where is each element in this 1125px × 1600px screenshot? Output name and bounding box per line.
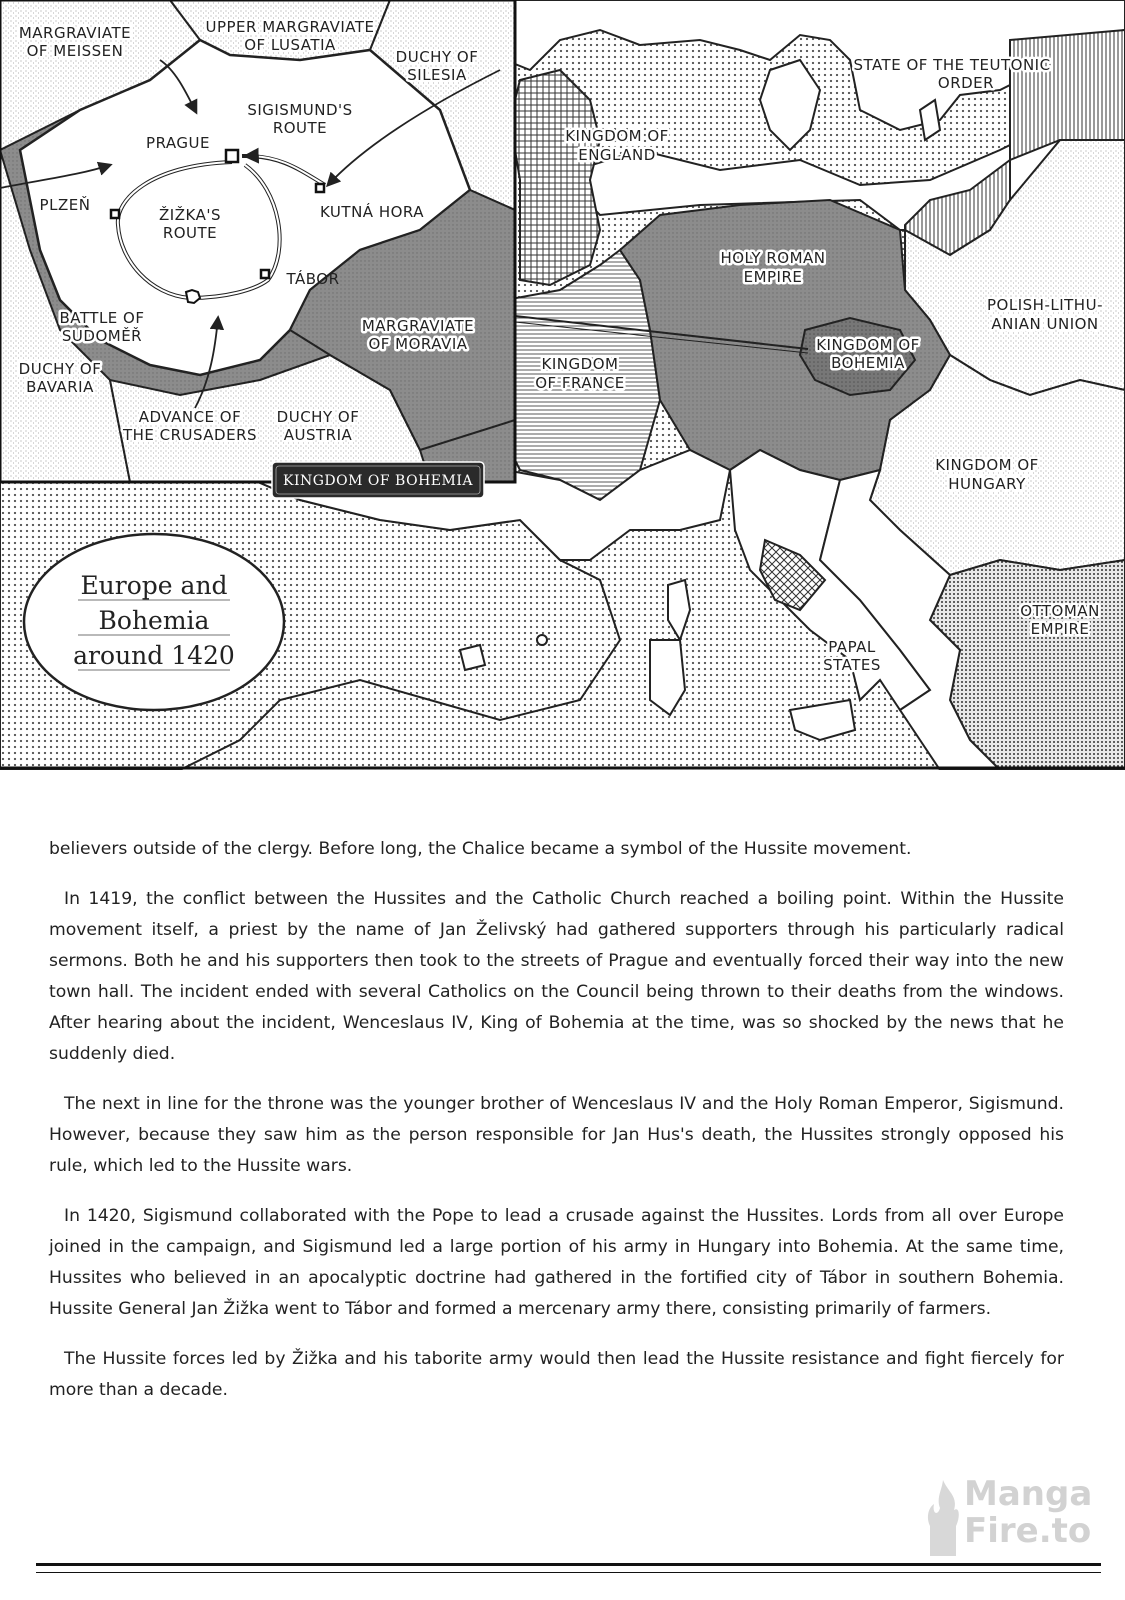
svg-text:UPPER MARGRAVIATE: UPPER MARGRAVIATE — [205, 18, 375, 36]
label-hungary — [935, 456, 1039, 493]
svg-text:OF MEISSEN: OF MEISSEN — [26, 42, 124, 60]
england — [510, 70, 600, 285]
label-bavaria — [19, 360, 102, 396]
sudomer-battle-marker — [186, 290, 200, 303]
paragraph: In 1420, Sigismund collaborated with the Pope to lead a crusade against the Hussites. Lords from all over Europe joined in the campaign, and Sigismund led a large portion of his army in Hungary into Bohemia. At the same time, Hussites who believed in an apocalyptic doctrine had gathered in the fortified city of Tábor in southern Bohemia. Hussite General Jan Žižka went to Tábor and formed a mercenary army there, consisting primarily of farmers. — [49, 1206, 1064, 1319]
svg-text:BAVARIA: BAVARIA — [26, 378, 94, 396]
label-france — [535, 355, 625, 392]
svg-text:KINGDOM OF: KINGDOM OF — [565, 127, 669, 145]
paragraph: The Hussite forces led by Žižka and his taborite army would then lead the Hussite resistance and fight fiercely for more than a decade. — [49, 1349, 1064, 1400]
paragraph: The next in line for the throne was the younger brother of Wenceslaus IV and the Holy Roman Emperor, Sigismund. However, because they saw him as the person responsible for Jan Hus's death, the Hussites strongly opposed his rule, which led to the Hussite wars. — [49, 1094, 1064, 1176]
svg-text:ANIAN UNION: ANIAN UNION — [991, 315, 1099, 333]
svg-text:STATES: STATES — [823, 656, 881, 674]
label-kutna-hora: KUTNÁ HORA — [320, 203, 424, 221]
map-panel — [0, 0, 1125, 770]
map-title-oval — [24, 534, 284, 710]
bohemia-inset — [0, 0, 515, 498]
svg-text:ENGLAND: ENGLAND — [578, 146, 656, 164]
label-crusaders — [122, 408, 257, 444]
svg-text:DUCHY OF: DUCHY OF — [276, 408, 360, 426]
svg-text:EMPIRE: EMPIRE — [743, 268, 803, 286]
label-ottoman — [1020, 602, 1100, 638]
balearic — [460, 645, 485, 670]
label-tabor: TÁBOR — [286, 270, 340, 288]
svg-text:KINGDOM: KINGDOM — [541, 355, 619, 373]
svg-text:DUCHY OF: DUCHY OF — [395, 48, 479, 66]
svg-text:Europe and: Europe and — [80, 571, 228, 600]
paragraph: believers outside of the clergy. Before long, the Chalice became a symbol of the Hussite movement. — [49, 839, 912, 859]
svg-text:SUDOMĚŘ: SUDOMĚŘ — [61, 327, 143, 345]
svg-text:KINGDOM OF: KINGDOM OF — [816, 336, 920, 354]
svg-text:THE CRUSADERS: THE CRUSADERS — [122, 426, 258, 444]
plzen-marker — [111, 210, 119, 218]
svg-text:ADVANCE OF: ADVANCE OF — [138, 408, 242, 426]
svg-text:ŽIŽKA'S: ŽIŽKA'S — [159, 206, 221, 224]
svg-text:MARGRAVIATE: MARGRAVIATE — [361, 317, 475, 335]
label-prague: PRAGUE — [146, 134, 210, 152]
label-austria — [277, 408, 360, 444]
watermark — [924, 1472, 1104, 1564]
bottom-rule-thin — [36, 1572, 1101, 1573]
kutna-hora-marker — [316, 184, 324, 192]
inset-banner — [272, 462, 484, 498]
label-plzen: PLZEŇ — [39, 196, 91, 214]
prague-marker — [226, 150, 238, 162]
tabor-marker — [261, 270, 269, 278]
svg-text:ROUTE: ROUTE — [162, 224, 218, 242]
label-england — [565, 127, 669, 164]
svg-text:DUCHY OF: DUCHY OF — [18, 360, 102, 378]
svg-text:KINGDOM OF BOHEMIA: KINGDOM OF BOHEMIA — [283, 473, 473, 489]
svg-text:BATTLE OF: BATTLE OF — [59, 309, 145, 327]
svg-text:KINGDOM OF: KINGDOM OF — [935, 456, 1039, 474]
svg-text:HOLY ROMAN: HOLY ROMAN — [720, 249, 826, 267]
svg-text:OF MORAVIA: OF MORAVIA — [368, 335, 468, 353]
svg-text:OF FRANCE: OF FRANCE — [535, 374, 625, 392]
label-sudomer — [60, 309, 145, 345]
paragraph: In 1419, the conflict between the Hussites and the Catholic Church reached a boiling point. Within the Hussite movement itself, a priest by the name of Jan Želivský had gathered supporters through his particularly radical sermons. Both he and his supporters then took to the streets of Prague and eventually forced their way into the new town hall. The incident ended with several Catholics on the Council being thrown to their deaths from the windows. After hearing about the incident, Wenceslaus IV, King of Bohemia at the time, was so shocked by the news that he suddenly died. — [49, 889, 1064, 1064]
flame-logo-icon — [924, 1478, 962, 1562]
watermark-line-2: Fire.to — [964, 1511, 1092, 1551]
label-silesia — [396, 48, 479, 84]
svg-text:STATE OF THE TEUTONIC: STATE OF THE TEUTONIC — [853, 56, 1051, 74]
watermark-line-1: Manga — [964, 1474, 1093, 1514]
islet — [537, 635, 547, 645]
svg-text:MARGRAVIATE: MARGRAVIATE — [18, 24, 132, 42]
svg-text:BOHEMIA: BOHEMIA — [831, 354, 905, 372]
article-body — [49, 834, 1064, 1425]
svg-text:PAPAL: PAPAL — [828, 638, 876, 656]
svg-text:ORDER: ORDER — [937, 74, 995, 92]
svg-text:Bohemia: Bohemia — [98, 606, 210, 635]
svg-text:SILESIA: SILESIA — [407, 66, 467, 84]
label-meissen — [19, 24, 131, 60]
svg-text:ROUTE: ROUTE — [272, 119, 328, 137]
bottom-rule — [36, 1563, 1101, 1566]
svg-text:around 1420: around 1420 — [73, 641, 235, 670]
svg-text:POLISH-LITHU-: POLISH-LITHU- — [987, 296, 1103, 314]
label-papal-states — [823, 638, 881, 674]
svg-text:HUNGARY: HUNGARY — [948, 475, 1026, 493]
label-bohemia-europe — [816, 336, 920, 372]
svg-text:EMPIRE: EMPIRE — [1030, 620, 1090, 638]
svg-text:OF LUSATIA: OF LUSATIA — [244, 36, 336, 54]
label-zizka-route — [159, 205, 221, 242]
svg-text:OTTOMAN: OTTOMAN — [1020, 602, 1100, 620]
label-poland — [987, 296, 1103, 333]
label-moravia — [362, 317, 474, 353]
svg-text:SIGISMUND'S: SIGISMUND'S — [247, 101, 353, 119]
svg-text:AUSTRIA: AUSTRIA — [283, 426, 353, 444]
